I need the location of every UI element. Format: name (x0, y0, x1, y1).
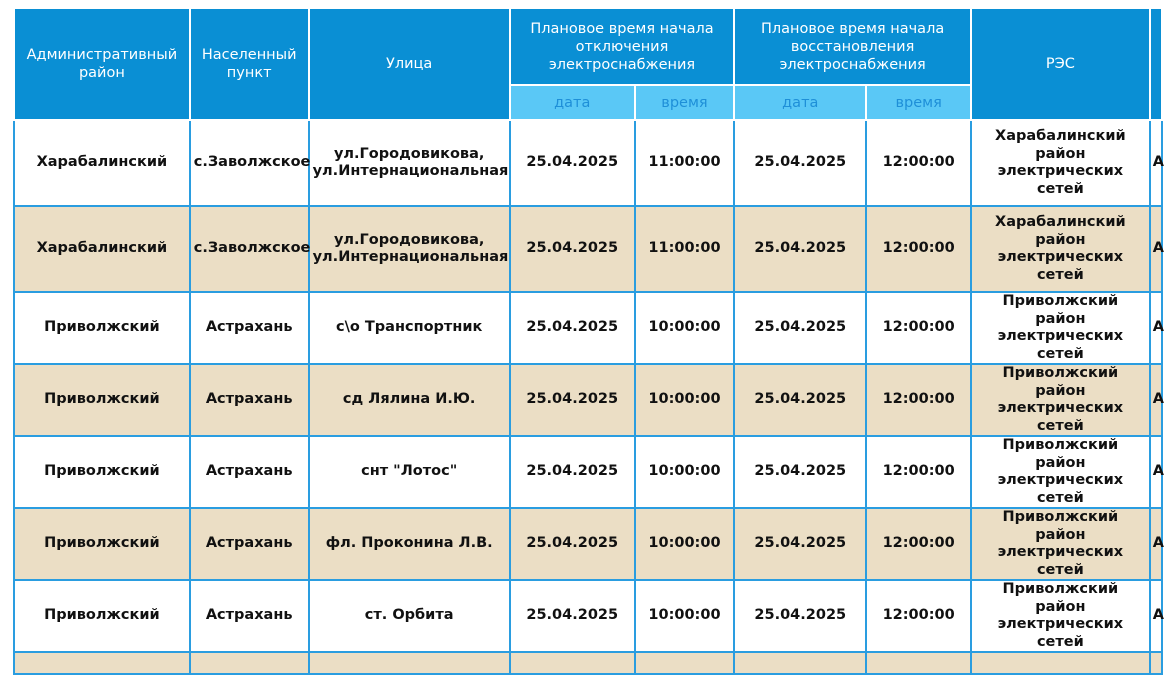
cell-restore-date: 25.04.2025 (734, 580, 866, 652)
cell-restore-time: 12:00:00 (866, 206, 971, 292)
header-restore-start: Плановое время начала восстановления электроснабжения (734, 8, 971, 85)
subheader-off-time: время (635, 85, 735, 120)
cell-district (14, 652, 190, 674)
cell-off-time: 11:00:00 (635, 206, 735, 292)
cell-res: Харабалинский район электрических сетей (971, 120, 1150, 206)
cell-restore-date: 25.04.2025 (734, 120, 866, 206)
subheader-restore-time: время (866, 85, 971, 120)
cell-restore-date: 25.04.2025 (734, 436, 866, 508)
cell-district: Приволжский (14, 508, 190, 580)
cell-restore-date: 25.04.2025 (734, 364, 866, 436)
subheader-restore-date: дата (734, 85, 866, 120)
header-street: Улица (309, 8, 510, 120)
cell-restore-time (866, 652, 971, 674)
cell-restore-time: 12:00:00 (866, 120, 971, 206)
cell-street: ул.Городовикова, ул.Интернациональная (309, 120, 510, 206)
cell-locality: Астрахань (190, 364, 309, 436)
table-row (14, 652, 1162, 674)
cell-off-date: 25.04.2025 (510, 292, 635, 364)
outage-table (13, 7, 1163, 675)
header-row (14, 8, 1162, 85)
cell-overflow: А (1150, 206, 1162, 292)
cell-locality: с.Заволжское (190, 120, 309, 206)
cell-res (971, 652, 1150, 674)
cell-overflow (1150, 652, 1162, 674)
cell-district: Приволжский (14, 292, 190, 364)
cell-district: Приволжский (14, 580, 190, 652)
cell-overflow: А (1150, 508, 1162, 580)
cell-overflow: А (1150, 292, 1162, 364)
header-overflow (1150, 8, 1162, 120)
table-row (14, 580, 1162, 652)
cell-street: фл. Проконина Л.В. (309, 508, 510, 580)
cell-off-date: 25.04.2025 (510, 508, 635, 580)
cell-restore-date: 25.04.2025 (734, 292, 866, 364)
cell-restore-time: 12:00:00 (866, 580, 971, 652)
cell-locality: Астрахань (190, 436, 309, 508)
cell-district: Приволжский (14, 364, 190, 436)
subheader-off-date: дата (510, 85, 635, 120)
cell-restore-time: 12:00:00 (866, 508, 971, 580)
cell-res: Приволжский район электрических сетей (971, 436, 1150, 508)
cell-res: Харабалинский район электрических сетей (971, 206, 1150, 292)
cell-street: снт "Лотос" (309, 436, 510, 508)
cell-res: Приволжский район электрических сетей (971, 580, 1150, 652)
cell-res: Приволжский район электрических сетей (971, 364, 1150, 436)
cell-off-time: 10:00:00 (635, 292, 735, 364)
cell-res: Приволжский район электрических сетей (971, 292, 1150, 364)
cell-locality: с.Заволжское (190, 206, 309, 292)
header-res: РЭС (971, 8, 1150, 120)
cell-restore-time: 12:00:00 (866, 364, 971, 436)
cell-restore-time: 12:00:00 (866, 436, 971, 508)
cell-overflow: А (1150, 580, 1162, 652)
table-row (14, 364, 1162, 436)
cell-overflow: А (1150, 120, 1162, 206)
cell-street (309, 652, 510, 674)
cell-street: ст. Орбита (309, 580, 510, 652)
cell-off-time: 11:00:00 (635, 120, 735, 206)
table-row (14, 436, 1162, 508)
cell-locality: Астрахань (190, 580, 309, 652)
cell-district: Харабалинский (14, 206, 190, 292)
cell-restore-date: 25.04.2025 (734, 206, 866, 292)
cell-restore-time: 12:00:00 (866, 292, 971, 364)
cell-off-date: 25.04.2025 (510, 120, 635, 206)
cell-restore-date: 25.04.2025 (734, 508, 866, 580)
cell-overflow: А (1150, 364, 1162, 436)
cell-off-date (510, 652, 635, 674)
cell-district: Харабалинский (14, 120, 190, 206)
cell-res: Приволжский район электрических сетей (971, 508, 1150, 580)
cell-overflow: А (1150, 436, 1162, 508)
cell-restore-date (734, 652, 866, 674)
cell-street: сд Лялина И.Ю. (309, 364, 510, 436)
cell-off-time (635, 652, 735, 674)
cell-off-date: 25.04.2025 (510, 580, 635, 652)
cell-off-date: 25.04.2025 (510, 206, 635, 292)
cell-locality: Астрахань (190, 292, 309, 364)
cell-locality: Астрахань (190, 508, 309, 580)
cell-district: Приволжский (14, 436, 190, 508)
table-row (14, 292, 1162, 364)
cell-off-time: 10:00:00 (635, 580, 735, 652)
cell-off-date: 25.04.2025 (510, 364, 635, 436)
cell-off-date: 25.04.2025 (510, 436, 635, 508)
outage-schedule (13, 7, 1163, 675)
header-off-start: Плановое время начала отключения электроснабжения (510, 8, 735, 85)
table-row (14, 120, 1162, 206)
header-district: Административный район (14, 8, 190, 120)
cell-locality (190, 652, 309, 674)
cell-street: с\о Транспортник (309, 292, 510, 364)
cell-off-time: 10:00:00 (635, 436, 735, 508)
cell-off-time: 10:00:00 (635, 364, 735, 436)
cell-off-time: 10:00:00 (635, 508, 735, 580)
cell-street: ул.Городовикова, ул.Интернациональная (309, 206, 510, 292)
table-row (14, 206, 1162, 292)
table-row (14, 508, 1162, 580)
header-locality: Населенный пункт (190, 8, 309, 120)
